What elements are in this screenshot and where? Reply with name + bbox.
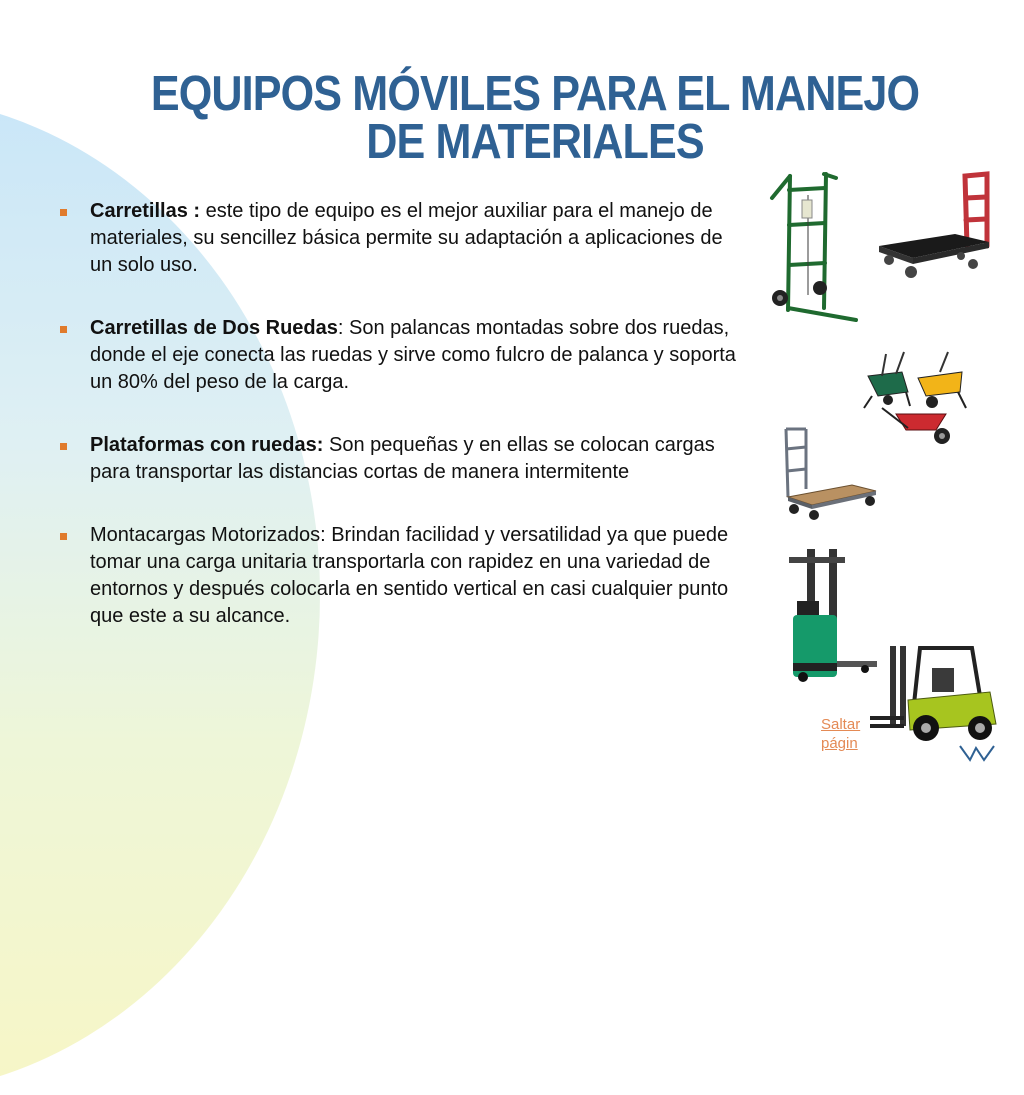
bullet-text: : Son palancas montadas sobre dos ruedas, donde el eje conecta las ruedas y sirve como fulcro de palanca y soporta un 80% del peso de la carga. [90, 317, 736, 393]
navigation-arrows-icon[interactable] [958, 742, 998, 764]
bullet-bold: Carretillas : [90, 200, 201, 222]
bullet-item [60, 198, 750, 279]
bullet-item [60, 315, 750, 396]
bullet-list [60, 198, 750, 666]
platform-cart-image [875, 168, 993, 283]
bullet-bold: Plataformas con ruedas: [90, 434, 324, 456]
skip-page-link-line-1: Saltar [821, 716, 861, 733]
bullet-text: este tipo de equipo es el mejor auxiliar para el manejo de materiales, su sencillez básica permite su adaptación a aplicaciones de un solo uso. [90, 200, 723, 276]
bullet-text: Son pequeñas y en ellas se colocan cargas para transportar las distancias cortas de manera intermitente [90, 434, 715, 483]
platform-truck-image [780, 425, 880, 520]
bullet-text: Montacargas Motorizados: Brindan facilidad y versatilidad ya que puede tomar una carga unitaria transportarla con rapidez en una variedad de entornos y después colocarla en sentido vertical en casi cualquier punto que este a su alcance. [90, 524, 729, 627]
hand-truck-image [768, 170, 863, 335]
bullet-item [60, 432, 750, 486]
bullet-marker-icon [60, 209, 67, 216]
bullet-marker-icon [60, 326, 67, 333]
slide-title-line-1: EQUIPOS MÓVILES PARA EL MANEJO [150, 67, 920, 121]
bullet-marker-icon [60, 443, 67, 450]
forklift-image [870, 640, 1002, 745]
skip-page-link[interactable] [821, 715, 860, 753]
bullet-bold: Carretillas de Dos Ruedas [90, 317, 338, 339]
bullet-marker-icon [60, 533, 67, 540]
skip-page-link-line-2: págin [821, 735, 858, 752]
slide-title-line-2: DE MATERIALES [366, 115, 704, 169]
reach-truck-image [785, 545, 880, 685]
bullet-item [60, 522, 750, 630]
slide-title [117, 67, 953, 169]
